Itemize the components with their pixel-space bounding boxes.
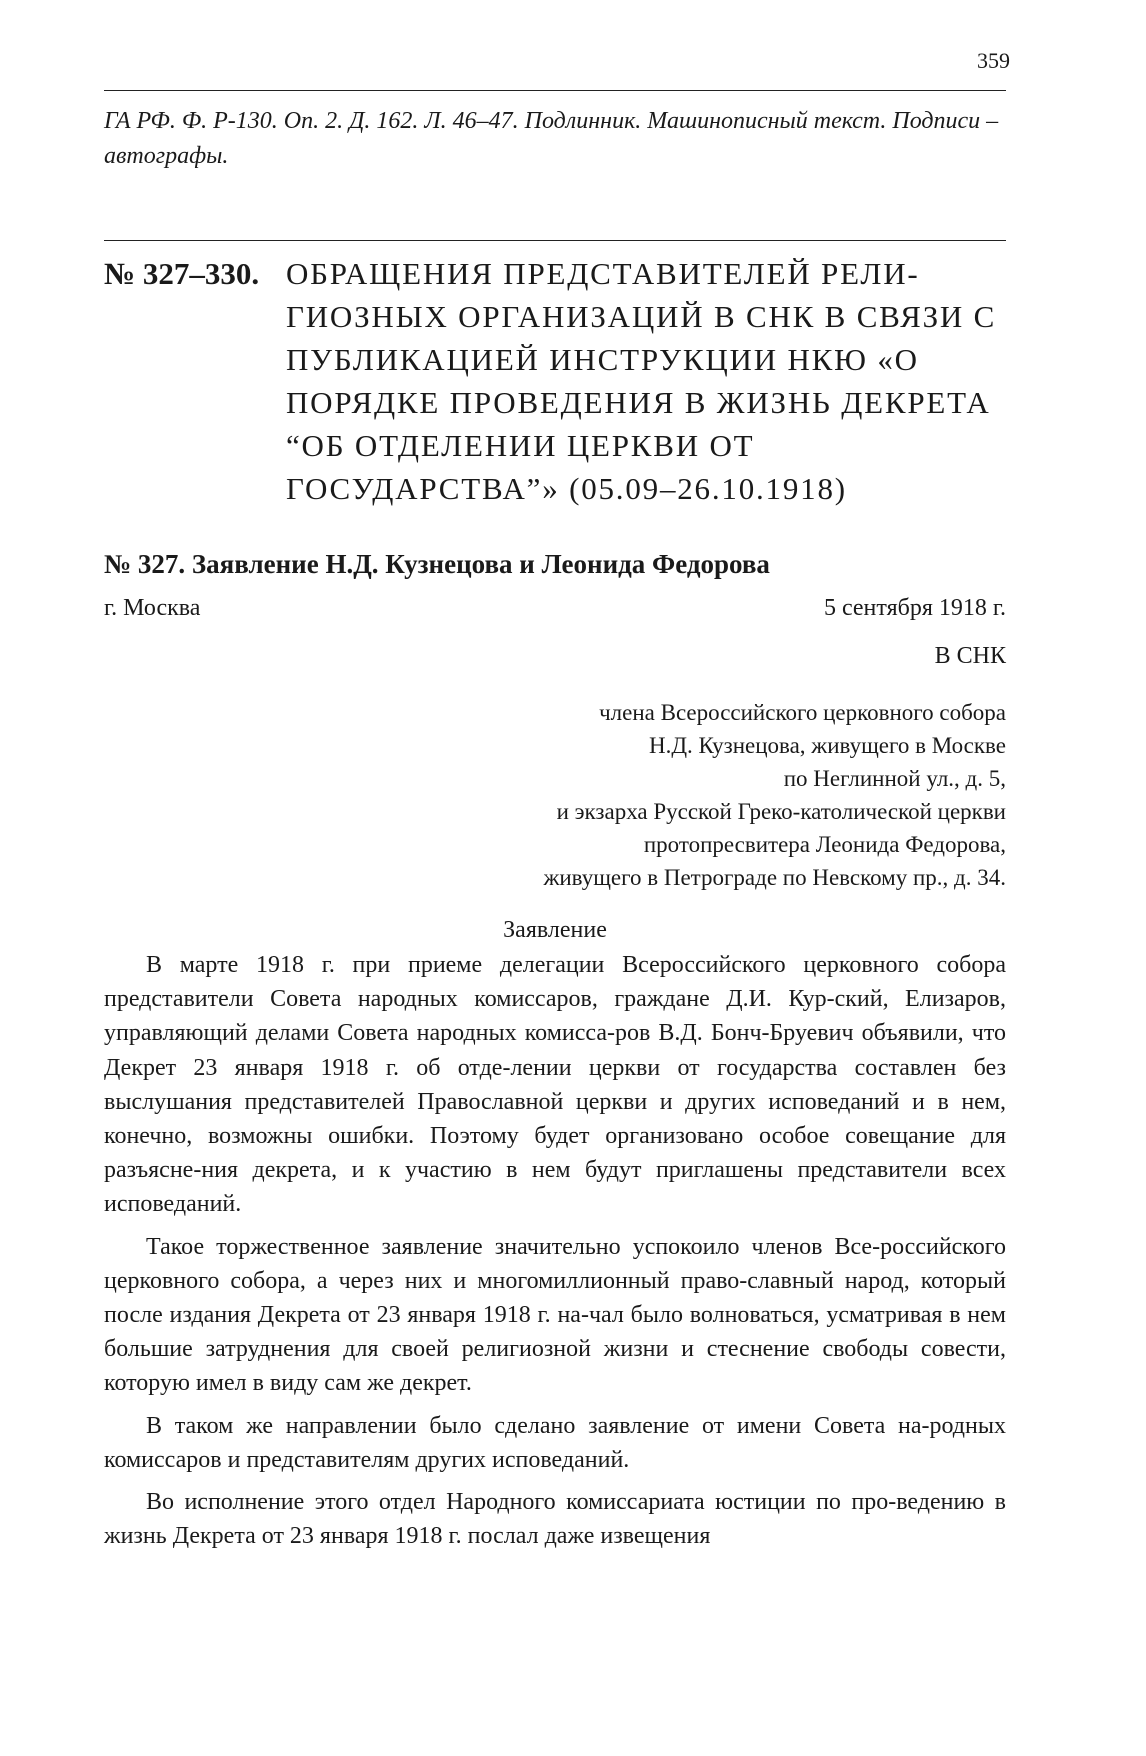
sender-line: протопресвитера Леонида Федорова, bbox=[643, 832, 1006, 857]
document-place: г. Москва bbox=[104, 595, 201, 621]
top-divider bbox=[104, 90, 1006, 91]
section-number: № 327–330. bbox=[104, 256, 260, 291]
sender-block bbox=[104, 696, 1006, 894]
sender-line: и экзарха Русской Греко-католической церкви bbox=[556, 799, 1006, 824]
sender-line: по Неглинной ул., д. 5, bbox=[783, 766, 1006, 791]
section-title: ОБРАЩЕНИЯ ПРЕДСТАВИТЕЛЕЙ РЕЛИ-ГИОЗНЫХ ОРГАНИЗАЦИЙ В СНК В СВЯЗИ С ПУБЛИКАЦИЕЙ ИНСТРУКЦИИ НКЮ «О ПОРЯДКЕ ПРОВЕДЕНИЯ В ЖИЗНЬ ДЕКРЕТА “ОБ ОТДЕЛЕНИИ ЦЕРКВИ ОТ ГОСУДАРСТВА”» (05.09–26.10.1918) bbox=[286, 256, 997, 506]
sender-line: Н.Д. Кузнецова, живущего в Москве bbox=[648, 733, 1006, 758]
body-paragraph: Такое торжественное заявление значительно успокоило членов Все-российского церковного собора, а через них и многомиллионный право-славный народ, который после издания Декрета от 23 января 1918 г. на-чал было волноваться, усматривая в нем большие затруднения для своей религиозной жизни и стеснение свободы совести, которую имел в виду сам же декрет. bbox=[104, 1233, 1006, 1397]
section-divider bbox=[104, 240, 1006, 241]
statement-heading: Заявление bbox=[503, 917, 607, 943]
page-number: 359 bbox=[977, 48, 1010, 73]
body-paragraph: В марте 1918 г. при приеме делегации Всероссийского церковного собора представители Совета народных комиссаров, граждане Д.И. Кур-ский, Елизаров, управляющий делами Совета народных комисса-ров В.Д. Бонч-Бруевич объявили, что Декрет 23 января 1918 г. об отде-лении церкви от государства составлен без выслушания представителей Православной церкви и других исповеданий и в нем, конечно, возможны ошибки. Поэтому будет организовано особое совещание для разъясне-ния декрета, и к участию в нем будут приглашены представители всех исповеданий. bbox=[104, 952, 1006, 1218]
addressee: В СНК bbox=[934, 643, 1006, 669]
sender-line: живущего в Петрограде по Невскому пр., д. 34. bbox=[543, 865, 1006, 890]
body-paragraph: Во исполнение этого отдел Народного комиссариата юстиции по про-ведению в жизнь Декрета от 23 января 1918 г. послал даже извещения bbox=[104, 1489, 1006, 1550]
sender-line: члена Всероссийского церковного собора bbox=[599, 700, 1006, 725]
archive-source-note: ГА РФ. Ф. Р-130. Оп. 2. Д. 162. Л. 46–47. Подлинник. Машинописный текст. Подписи – автографы. bbox=[104, 108, 999, 169]
document-title: № 327. Заявление Н.Д. Кузнецова и Леонида Федорова bbox=[104, 549, 770, 579]
section-heading bbox=[104, 252, 1006, 510]
body-paragraph: В таком же направлении было сделано заявление от имени Совета на-родных комиссаров и представителям других исповеданий. bbox=[104, 1412, 1006, 1473]
document-date: 5 сентября 1918 г. bbox=[823, 595, 1006, 621]
statement-body bbox=[104, 948, 1006, 1561]
